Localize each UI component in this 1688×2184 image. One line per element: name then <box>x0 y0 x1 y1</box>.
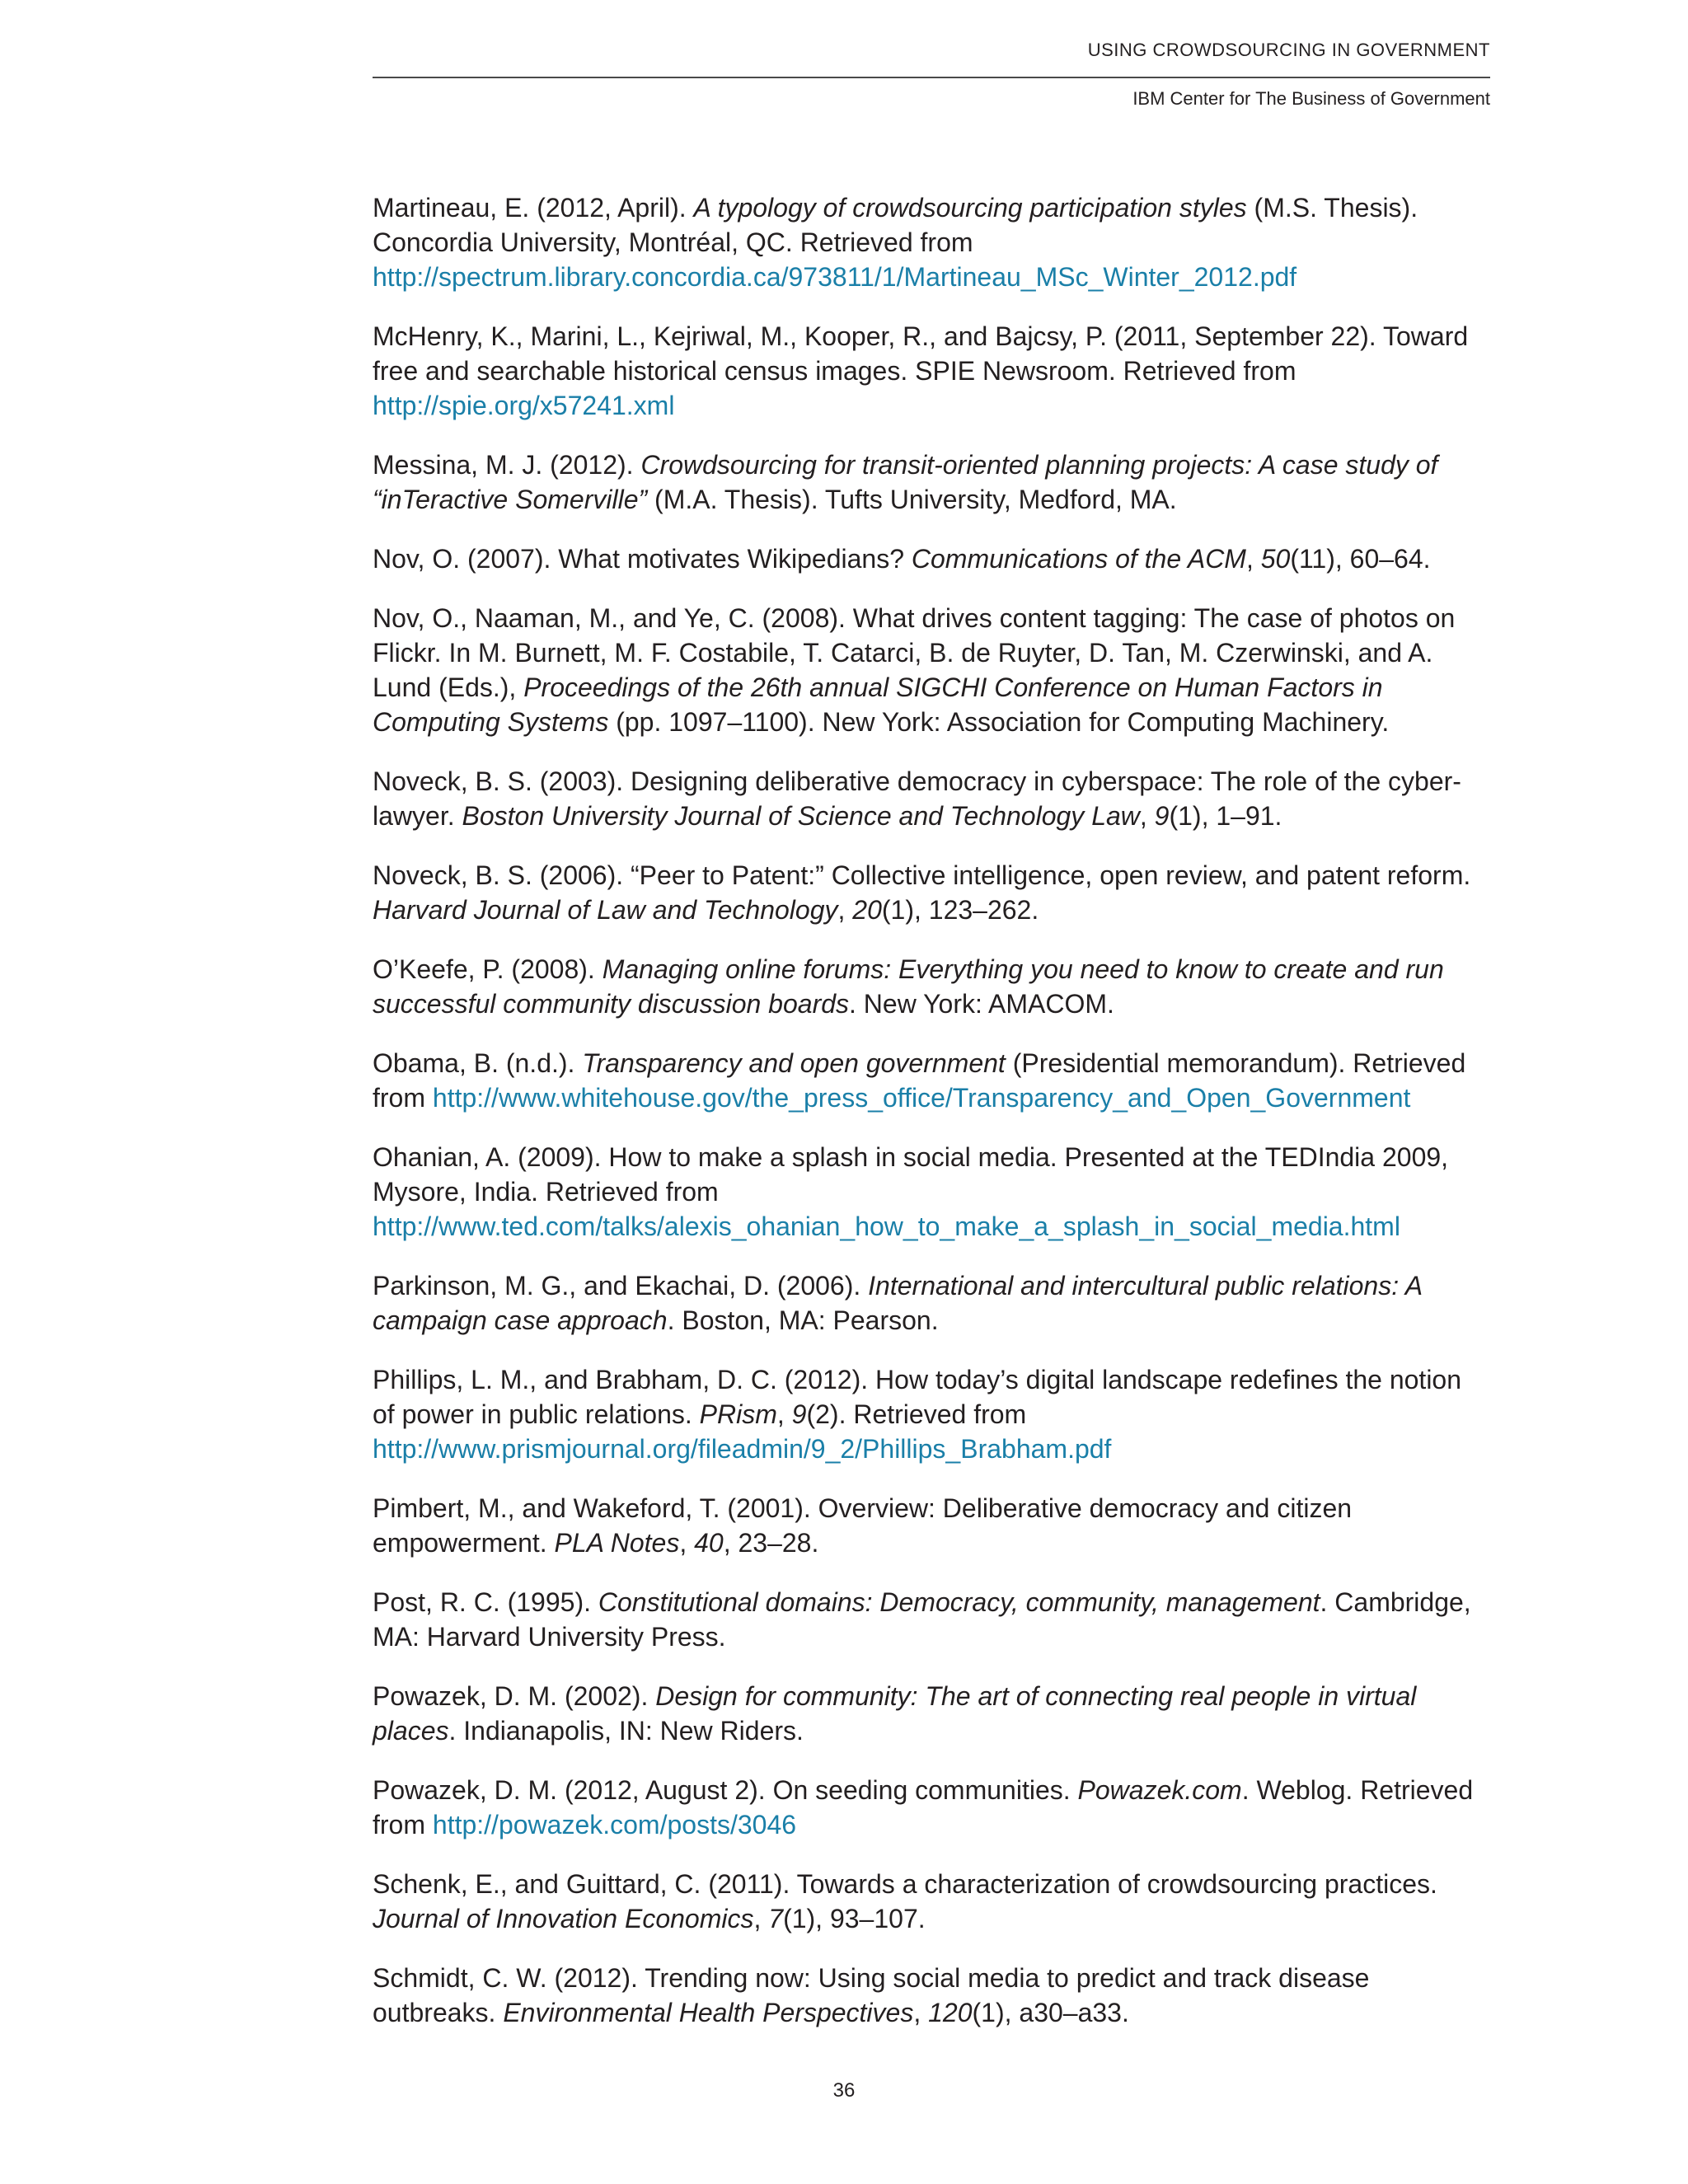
reference-link[interactable]: http://www.ted.com/talks/alexis_ohanian_how_to_make_a_splash_in_social_media.html <box>373 1212 1400 1241</box>
reference-link[interactable]: http://www.prismjournal.org/fileadmin/9_2/Phillips_Brabham.pdf <box>373 1434 1112 1464</box>
reference-entry: Messina, M. J. (2012). Crowdsourcing for transit-oriented planning projects: A case study of “inTeractive Somerville” (M.A. Thesis). Tufts University, Medford, MA. <box>373 450 1438 514</box>
reference-entry: Noveck, B. S. (2003). Designing deliberative democracy in cyberspace: The role of the cyber-lawyer. Boston University Journal of Science and Technology Law, 9(1), 1–91. <box>373 766 1461 831</box>
reference-entry: Powazek, D. M. (2002). Design for community: The art of connecting real people in virtual places. Indianapolis, IN: New Riders. <box>373 1681 1417 1746</box>
header-divider <box>373 77 1490 78</box>
reference-entry: Noveck, B. S. (2006). “Peer to Patent:” Collective intelligence, open review, and patent reform. Harvard Journal of Law and Technology, 20(1), 123–262. <box>373 860 1471 925</box>
reference-link[interactable]: http://powazek.com/posts/3046 <box>432 1810 797 1840</box>
reference-entry: Schenk, E., and Guittard, C. (2011). Towards a characterization of crowdsourcing practices. Journal of Innovation Economics, 7(1), 93–107. <box>373 1869 1437 1933</box>
reference-link[interactable]: http://spie.org/x57241.xml <box>373 391 675 420</box>
reference-list <box>373 190 1490 2055</box>
reference-entry: McHenry, K., Marini, L., Kejriwal, M., Kooper, R., and Bajcsy, P. (2011, September 22). Toward free and searchable historical census images. SPIE Newsroom. Retrieved from http://spie.org/x57241.xml <box>373 321 1469 420</box>
reference-entry: Nov, O. (2007). What motivates Wikipedians? Communications of the ACM, 50(11), 60–64. <box>373 544 1431 574</box>
reference-entry: Martineau, E. (2012, April). A typology of crowdsourcing participation styles (M.S. Thesis). Concordia University, Montréal, QC. Retrieved from http://spectrum.library.concordia.ca/973811/1/Martineau_MSc_Winter_2012.pdf <box>373 193 1418 292</box>
running-subtitle: IBM Center for The Business of Government <box>1132 88 1490 109</box>
reference-entry: Nov, O., Naaman, M., and Ye, C. (2008). What drives content tagging: The case of photos on Flickr. In M. Burnett, M. F. Costabile, T. Catarci, B. de Ruyter, D. Tan, M. Czerwinski, and A. Lund (Eds.), Proceedings of the 26th annual SIGCHI Conference on Human Factors in Computing Systems (pp. 1097–1100). New York: Association for Computing Machinery. <box>373 603 1456 737</box>
reference-entry: Schmidt, C. W. (2012). Trending now: Using social media to predict and track disease outbreaks. Environmental Health Perspectives, 120(1), a30–a33. <box>373 1963 1370 2027</box>
running-title: USING CROWDSOURCING IN GOVERNMENT <box>1087 40 1490 60</box>
reference-entry: O’Keefe, P. (2008). Managing online forums: Everything you need to know to create and run successful community discussion boards. New York: AMACOM. <box>373 954 1444 1019</box>
reference-entry: Phillips, L. M., and Brabham, D. C. (2012). How today’s digital landscape redefines the notion of power in public relations. PRism, 9(2). Retrieved from http://www.prismjournal.org/fileadmin/9_2/Phillips_Brabham.pdf <box>373 1365 1462 1464</box>
reference-entry: Powazek, D. M. (2012, August 2). On seeding communities. Powazek.com. Weblog. Retrieved from http://powazek.com/posts/3046 <box>373 1775 1474 1840</box>
page-number: 36 <box>832 2079 856 2102</box>
reference-entry: Parkinson, M. G., and Ekachai, D. (2006). International and intercultural public relations: A campaign case approach. Boston, MA: Pearson. <box>373 1271 1422 1335</box>
reference-entry: Obama, B. (n.d.). Transparency and open government (Presidential memorandum). Retrieved from http://www.whitehouse.gov/the_press_office/Transparency_and_Open_Government <box>373 1048 1466 1113</box>
reference-entry: Post, R. C. (1995). Constitutional domains: Democracy, community, management. Cambridge, MA: Harvard University Press. <box>373 1587 1471 1652</box>
reference-link[interactable]: http://www.whitehouse.gov/the_press_office/Transparency_and_Open_Government <box>432 1083 1411 1113</box>
reference-entry: Ohanian, A. (2009). How to make a splash in social media. Presented at the TEDIndia 2009, Mysore, India. Retrieved from http://www.ted.com/talks/alexis_ohanian_how_to_make_a_splash_in_social_media.html <box>373 1142 1449 1241</box>
reference-link[interactable]: http://spectrum.library.concordia.ca/973811/1/Martineau_MSc_Winter_2012.pdf <box>373 262 1297 292</box>
reference-entry: Pimbert, M., and Wakeford, T. (2001). Overview: Deliberative democracy and citizen empowerment. PLA Notes, 40, 23–28. <box>373 1493 1353 1558</box>
